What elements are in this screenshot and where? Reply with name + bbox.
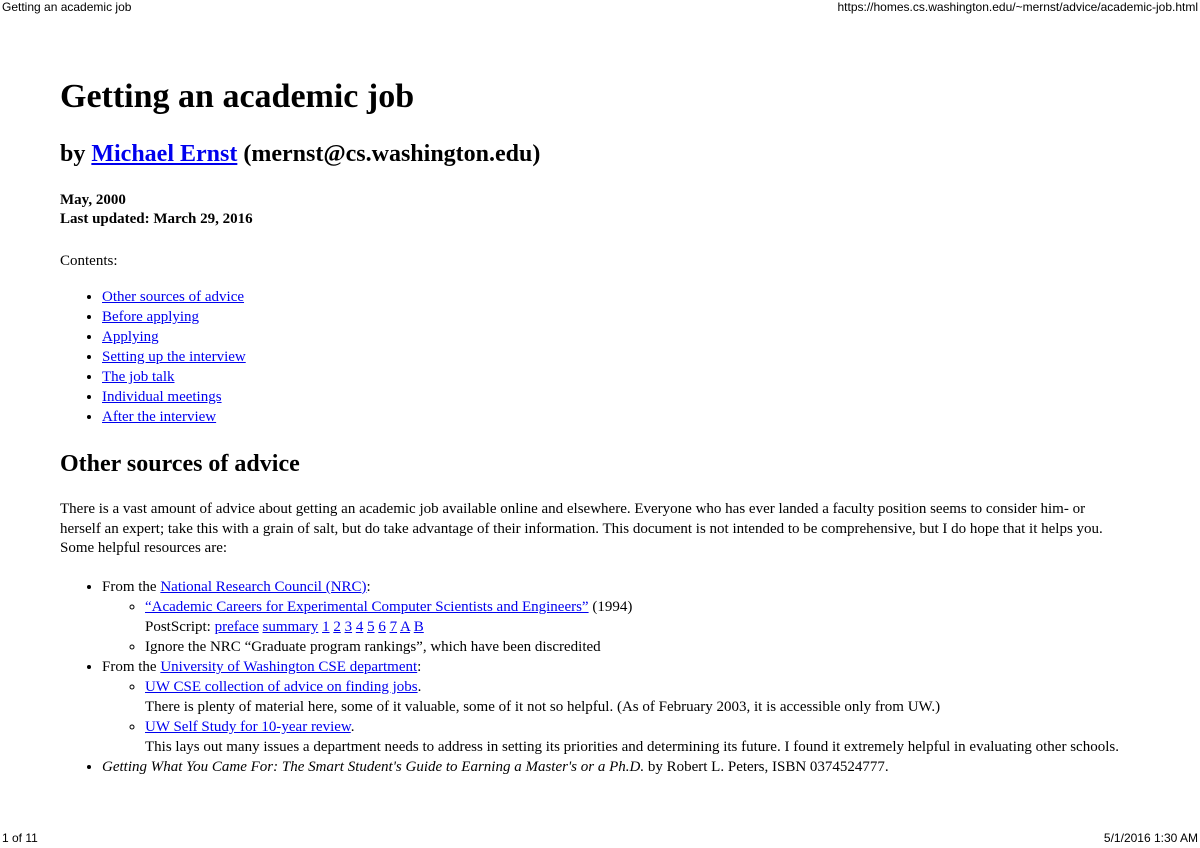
- uw-self-study-link[interactable]: UW Self Study for 10-year review: [145, 719, 351, 735]
- last-updated: Last updated: March 29, 2016: [60, 211, 253, 227]
- page-counter: 1 of 11: [2, 831, 38, 845]
- toc-item: [102, 387, 246, 407]
- uw-study-note: This lays out many issues a department needs to address in setting its priorities and determining its future. I found it extremely helpful in evaluating other schools.: [145, 739, 1119, 755]
- resource-item-uw: [102, 657, 1142, 757]
- postscript-ch1-link[interactable]: 1: [322, 619, 330, 635]
- uw-cse-link[interactable]: University of Washington CSE department: [160, 659, 418, 675]
- nrc-report-item: [145, 597, 1142, 637]
- nrc-report-year: (1994): [592, 599, 633, 615]
- byline: [60, 141, 540, 168]
- postscript-label: PostScript:: [145, 619, 211, 635]
- print-datetime: 5/1/2016 1:30 AM: [1103, 831, 1198, 845]
- postscript-line: [145, 617, 1142, 637]
- postscript-appendix-b-link[interactable]: B: [413, 619, 424, 635]
- postscript-ch5-link[interactable]: 5: [367, 619, 375, 635]
- nrc-link[interactable]: National Research Council (NRC): [160, 579, 367, 595]
- toc-link-applying[interactable]: Applying: [102, 329, 159, 345]
- postscript-ch3-link[interactable]: 3: [344, 619, 353, 635]
- toc-item: [102, 347, 246, 367]
- resources-list: [60, 577, 1142, 777]
- uw-suffix: :: [417, 659, 422, 675]
- table-of-contents: [60, 287, 246, 427]
- uw-study-item: [145, 717, 1142, 757]
- nrc-prefix: From the: [102, 579, 157, 595]
- author-link[interactable]: Michael Ernst: [91, 141, 238, 167]
- print-header-title: Getting an academic job: [2, 0, 132, 14]
- toc-item: [102, 367, 246, 387]
- toc-item: [102, 407, 246, 427]
- toc-link-individual-meetings[interactable]: Individual meetings: [102, 389, 222, 405]
- toc-link-setting-up-interview[interactable]: Setting up the interview: [102, 349, 246, 365]
- uw-prefix: From the: [102, 659, 157, 675]
- postscript-ch4-link[interactable]: 4: [355, 619, 364, 635]
- toc-link-before-applying[interactable]: Before applying: [102, 309, 200, 325]
- author-email: (mernst@cs.washington.edu): [243, 141, 541, 167]
- postscript-ch7-link[interactable]: 7: [389, 619, 398, 635]
- nrc-report-link[interactable]: “Academic Careers for Experimental Computer Scientists and Engineers”: [145, 599, 589, 615]
- toc-item: [102, 287, 246, 307]
- postscript-preface-link[interactable]: preface: [214, 619, 259, 635]
- print-header-url: https://homes.cs.washington.edu/~mernst/advice/academic-job.html: [837, 0, 1198, 14]
- postscript-ch6-link[interactable]: 6: [378, 619, 386, 635]
- intro-paragraph: There is a vast amount of advice about getting an academic job available online and elsewhere. Everyone who has ever landed a faculty position seems to consider him- or herself an expert; take this with a grain of salt, but do take advantage of their information. This document is not intended to be comprehensive, but I do hope that it helps you. Some helpful resources are:: [60, 501, 1103, 556]
- uw-study-suffix: .: [350, 719, 355, 735]
- nrc-sublist: [102, 597, 1142, 657]
- book-title: Getting What You Came For: The Smart Student's Guide to Earning a Master's or a Ph.D.: [102, 759, 645, 775]
- resource-item-book: [102, 757, 1142, 777]
- nrc-suffix: :: [366, 579, 371, 595]
- nrc-ignore-item: ◦ Ignore the NRC “Graduate program rankings”, which have been discredited: [145, 637, 1142, 657]
- postscript-ch2-link[interactable]: 2: [333, 619, 341, 635]
- page-title: Getting an academic job: [60, 78, 415, 115]
- resource-item-nrc: [102, 577, 1142, 657]
- uw-advice-note: There is plenty of material here, some of it valuable, some of it not so helpful. (As of February 2003, it is accessible only from UW.): [145, 699, 941, 715]
- publish-date: May, 2000: [60, 192, 126, 208]
- book-details: by Robert L. Peters, ISBN 0374524777.: [644, 759, 889, 775]
- print-header: [0, 0, 1200, 16]
- uw-sublist: [102, 677, 1142, 757]
- toc-item: [102, 327, 246, 347]
- postscript-appendix-a-link[interactable]: A: [400, 619, 411, 635]
- uw-advice-item: [145, 677, 1142, 717]
- date-block: [60, 191, 253, 229]
- section-heading-other-sources: Other sources of advice: [60, 451, 300, 477]
- toc-link-after-interview[interactable]: After the interview: [102, 409, 217, 425]
- uw-advice-link[interactable]: UW CSE collection of advice on finding jobs: [145, 679, 418, 695]
- print-footer: [0, 831, 1200, 847]
- toc-link-other-sources[interactable]: Other sources of advice: [102, 289, 245, 305]
- toc-item: [102, 307, 246, 327]
- byline-prefix: by: [60, 141, 86, 167]
- contents-label: Contents:: [60, 253, 118, 269]
- uw-advice-suffix: .: [417, 679, 422, 695]
- toc-link-job-talk[interactable]: The job talk: [102, 369, 175, 385]
- postscript-summary-link[interactable]: summary: [262, 619, 319, 635]
